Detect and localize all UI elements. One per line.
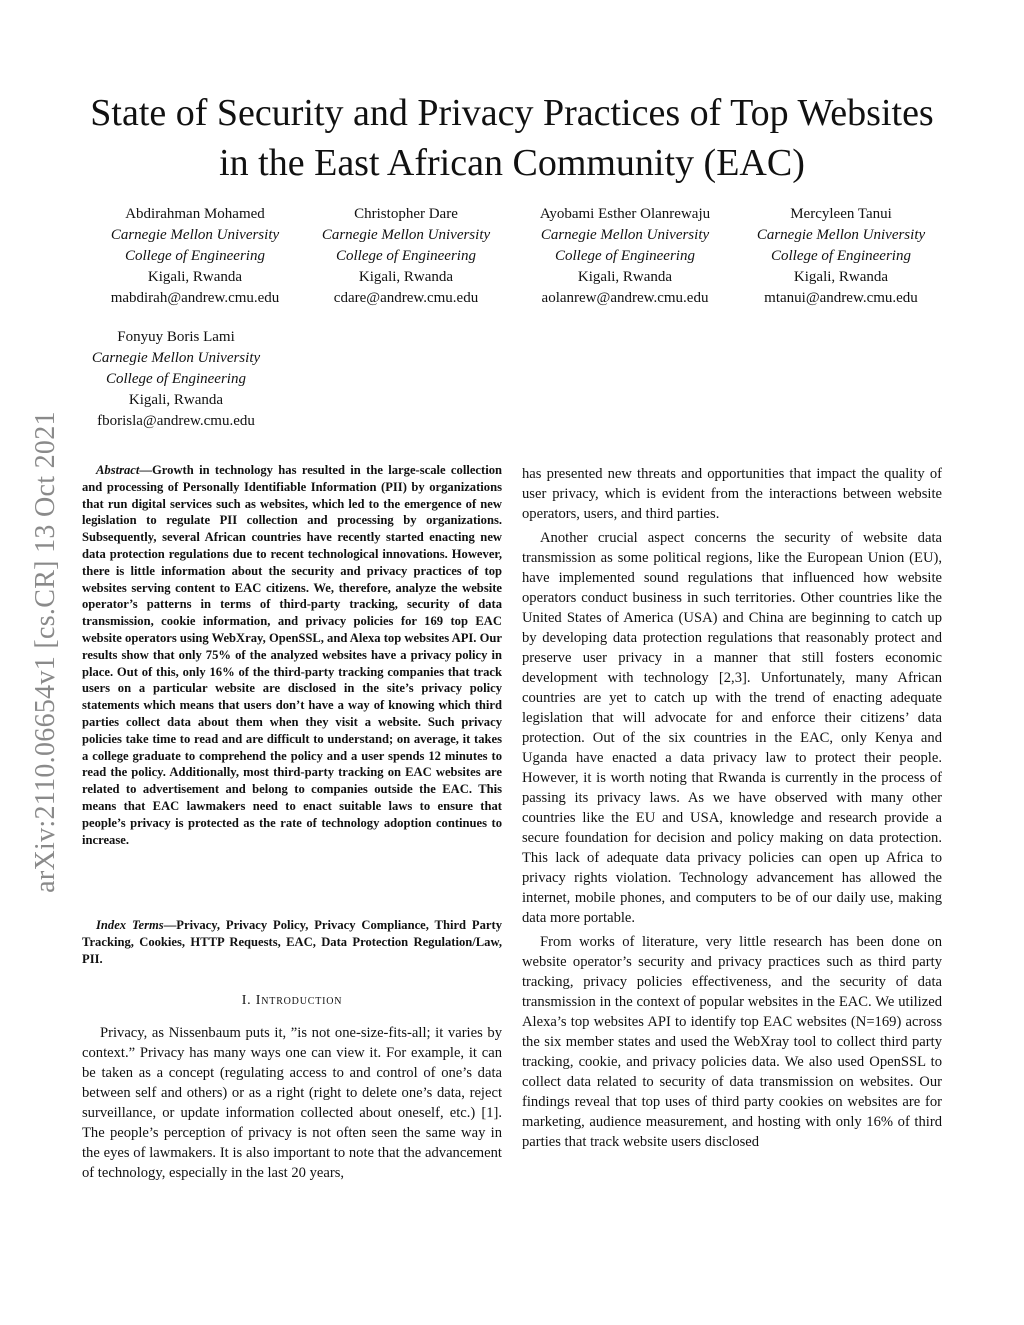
author-name: Christopher Dare <box>354 206 458 222</box>
author-block <box>296 204 516 309</box>
author-block <box>510 204 740 309</box>
author-name: Ayobami Esther Olanrewaju <box>539 206 711 222</box>
author-email: mabdirah@andrew.cmu.edu <box>110 290 280 306</box>
abstract-label: Abstract <box>96 463 140 477</box>
author-location: Kigali, Rwanda <box>147 269 243 285</box>
author-university: Carnegie Mellon University <box>110 227 280 243</box>
abstract-text: —Growth in technology has resulted in the large-scale collection and processing of Personally Identifiable Information (PII) by organizations that run digital services such as websites, which led to the emergence of new legislation to regulate PII collection and processing by organizations. Subsequently, several African countries have recently started enacting new data protection regulations due to recent technological innovations. However, there is little information about the security and privacy practices of top websites serving content to EAC citizens. We, therefore, analyze the website operator’s patterns in terms of third-party tracking, security of data transmission, cookie information, and privacy policies for 169 top EAC website operators using WebXray, OpenSSL, and Alexa top websites API. Our results show that only 75% of the analyzed websites have a privacy policy in place. Out of this, only 16% of the third-party tracking companies that track users on a particular website are disclosed in the site’s privacy policy statements which means that users don’t have a way of knowing which third parties collect data about them when they visit a website. Such privacy policies take time to read and are difficult to understand; on average, it takes a college graduate to comprehend the policy and a user spends 12 minutes to read the policy. Additionally, most third-party tracking on EAC websites are related to advertisement and belong to companies outside the EAC. This means that EAC lawmakers need to enact suitable laws to ensure that people’s privacy is protected as the rate of technology adoption continues to increase. <box>82 463 502 847</box>
author-location: Kigali, Rwanda <box>577 269 673 285</box>
author-email: cdare@andrew.cmu.edu <box>333 290 479 306</box>
paper-title: State of Security and Privacy Practices of Top Websites in the East African Community (EAC) <box>90 92 934 184</box>
author-college: College of Engineering <box>555 248 695 264</box>
paragraph: From works of literature, very little research has been done on website operator’s security and privacy practices such as third party tracking, privacy policies effectiveness, and the security of data transmission in the context of popular websites in the EAC. We utilized Alexa’s top websites API to identify top EAC websites (N=169) across the six member states and used the WebXray tool to collect third party tracking, cookie, and privacy policies data. We also used OpenSSL to collect data related to security of data transmission on websites. Our findings reveal that top uses of third party cookies on websites are for marketing, audience measurement, and hosting with only 16% of third parties that track website users disclosed <box>522 934 942 1150</box>
author-college: College of Engineering <box>771 248 911 264</box>
author-name: Abdirahman Mohamed <box>125 206 265 222</box>
author-email: fborisla@andrew.cmu.edu <box>97 413 255 429</box>
author-email: aolanrew@andrew.cmu.edu <box>541 290 709 306</box>
index-terms-text: —Privacy, Privacy Policy, Privacy Compliance, Third Party Tracking, Cookies, HTTP Requests, EAC, Data Protection Regulation/Law, PII. <box>82 918 502 966</box>
section-number: I. <box>241 993 252 1008</box>
section-title: Introduction <box>255 993 343 1008</box>
author-block <box>70 327 282 432</box>
index-terms <box>82 917 502 967</box>
author-name: Mercyleen Tanui <box>790 206 892 222</box>
author-block <box>82 204 308 309</box>
author-location: Kigali, Rwanda <box>793 269 889 285</box>
author-location: Kigali, Rwanda <box>128 392 224 408</box>
abstract <box>82 462 502 848</box>
right-column-body <box>522 464 942 1156</box>
arxiv-identifier: arXiv:2110.06654v1 [cs.CR] 13 Oct 2021 <box>30 411 61 893</box>
author-university: Carnegie Mellon University <box>321 227 491 243</box>
author-university: Carnegie Mellon University <box>756 227 926 243</box>
author-location: Kigali, Rwanda <box>358 269 454 285</box>
author-college: College of Engineering <box>125 248 265 264</box>
author-university: Carnegie Mellon University <box>540 227 710 243</box>
index-terms-label: Index Terms <box>96 918 164 932</box>
left-column-body <box>82 1023 502 1183</box>
author-university: Carnegie Mellon University <box>91 350 261 366</box>
author-college: College of Engineering <box>336 248 476 264</box>
author-email: mtanui@andrew.cmu.edu <box>764 290 918 306</box>
author-block <box>734 204 948 309</box>
paragraph: has presented new threats and opportunities that impact the quality of user privacy, which is evident from the interactions between website operators, users, and third parties. <box>522 466 942 522</box>
section-heading <box>82 993 502 1009</box>
author-name: Fonyuy Boris Lami <box>117 329 235 345</box>
paragraph: Privacy, as Nissenbaum puts it, ”is not one-size-fits-all; it varies by context.” Privacy has many ways one can view it. For example, it can be taken as a concept (regulating access to and control of one’s data between self and others) or as a right (right to delete one’s data, reject surveillance, or update information collected about oneself, etc.) [1]. The people’s perception of privacy is not often seen the same way in the eyes of lawmakers. It is also important to note that the advancement of technology, especially in the last 20 years, <box>82 1025 502 1181</box>
paragraph: Another crucial aspect concerns the security of website data transmission as some political regions, like the European Union (EU), have implemented sound regulations that influenced how website operators conduct business in such territories. Other countries like the United States of America (USA) and China are beginning to catch up by developing data protection regulations that reasonably protect and preserve user privacy in a manner that still fosters economic development with technology [2,3]. Unfortunately, many African countries are yet to catch up with the trend of enacting adequate legislation that will advocate for and enforce their citizens’ data protection. Out of the six countries in the EAC, only Kenya and Uganda have enacted a data privacy law to protect their people. However, it is worth noting that Rwanda is currently in the process of passing its privacy laws. As we have observed with many other countries like the EU and USA, knowledge and research provide a secure foundation for decision and policy making on data protection. This lack of adequate data privacy policies can open up Africa to privacy rights violation. Technology advancement has allowed the internet, mobile phones, and computers to be of our daily use, making data more portable. <box>522 530 942 926</box>
author-college: College of Engineering <box>106 371 246 387</box>
